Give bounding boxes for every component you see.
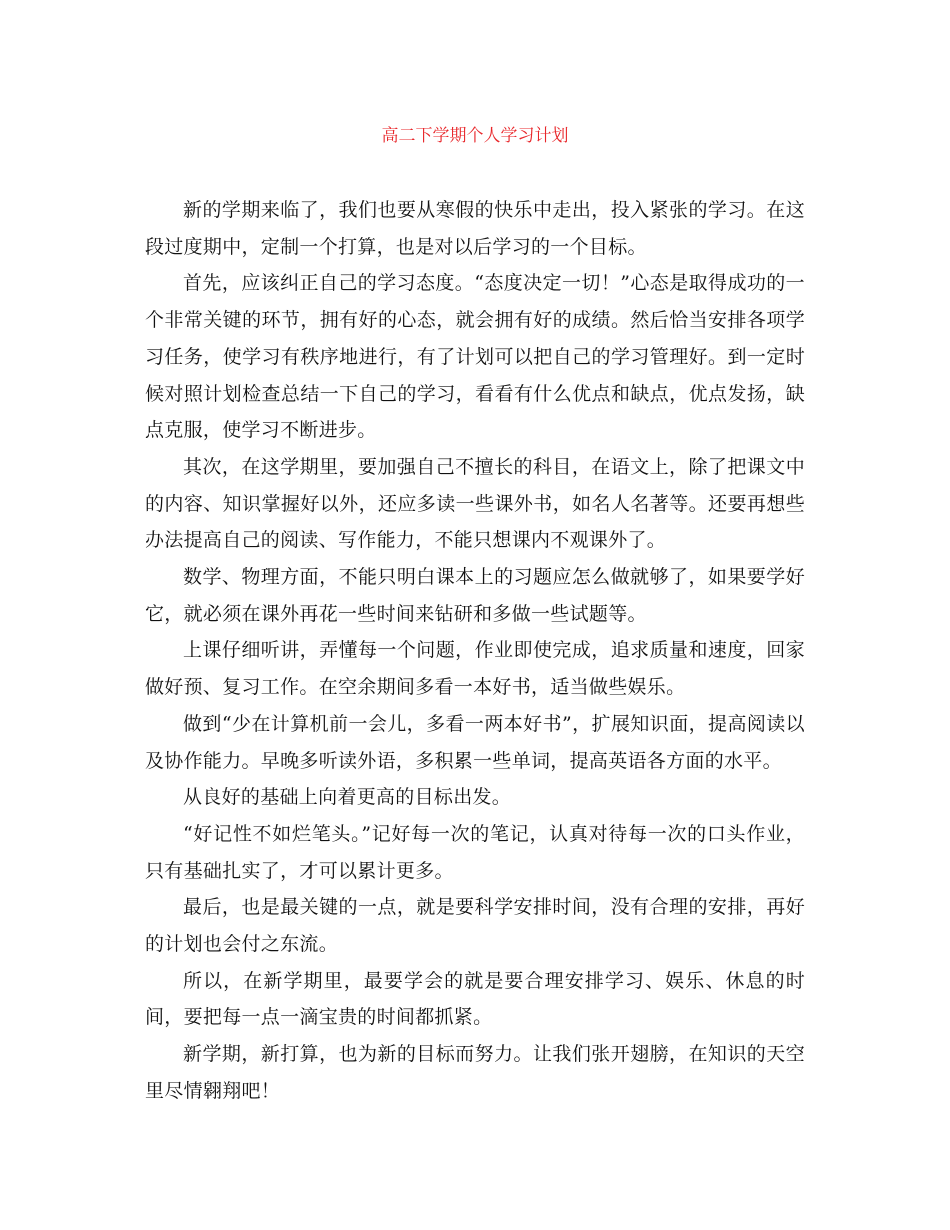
document-title: 高二下学期个人学习计划	[381, 126, 569, 146]
paragraph: 其次，在这学期里，要加强自己不擅长的科目，在语文上，除了把课文中的内容、知识掌握好以外，还应多读一些课外书，如名人名著等。还要再想些办法提高自己的阅读、写作能力，不能只想课内不观课外了。	[145, 455, 805, 552]
paragraph: 首先，应该纠正自己的学习态度。“态度决定一切！”心态是取得成功的一个非常关键的环节，拥有好的心态，就会拥有好的成绩。然后恰当安排各项学习任务，使学习有秩序地进行，有了计划可以把自己的学习管理好。到一定时候对照计划检查总结一下自己的学习，看看有什么优点和缺点，优点发扬，缺点克服，使学习不断进步。	[145, 272, 805, 442]
paragraph: 做到“少在计算机前一会儿，多看一两本好书”，扩展知识面，提高阅读以及协作能力。早晚多听读外语，多积累一些单词，提高英语各方面的水平。	[145, 712, 805, 772]
paragraph: 数学、物理方面，不能只明白课本上的习题应怎么做就够了，如果要学好它，就必须在课外再花一些时间来钻研和多做一些试题等。	[145, 566, 805, 625]
paragraph: 新的学期来临了，我们也要从寒假的快乐中走出，投入紧张的学习。在这段过度期中，定制一个打算，也是对以后学习的一个目标。	[145, 199, 805, 258]
paragraph: 所以，在新学期里，最要学会的就是要合理安排学习、娱乐、休息的时间，要把每一点一滴宝贵的时间都抓紧。	[145, 969, 805, 1029]
paragraph: “好记性不如烂笔头。”记好每一次的笔记，认真对待每一次的口头作业，只有基础扎实了，才可以累计更多。	[145, 822, 805, 882]
paragraph: 从良好的基础上向着更高的目标出发。	[183, 786, 512, 809]
paragraph: 新学期，新打算，也为新的目标而努力。让我们张开翅膀，在知识的天空里尽情翱翔吧！	[145, 1043, 805, 1102]
paragraph: 上课仔细听讲，弄懂每一个问题，作业即使完成，追求质量和速度，回家做好预、复习工作。在空余期间多看一本好书，适当做些娱乐。	[145, 639, 805, 699]
paragraph: 最后，也是最关键的一点，就是要科学安排时间，没有合理的安排，再好的计划也会付之东流。	[145, 896, 805, 956]
document-body	[145, 192, 805, 1110]
